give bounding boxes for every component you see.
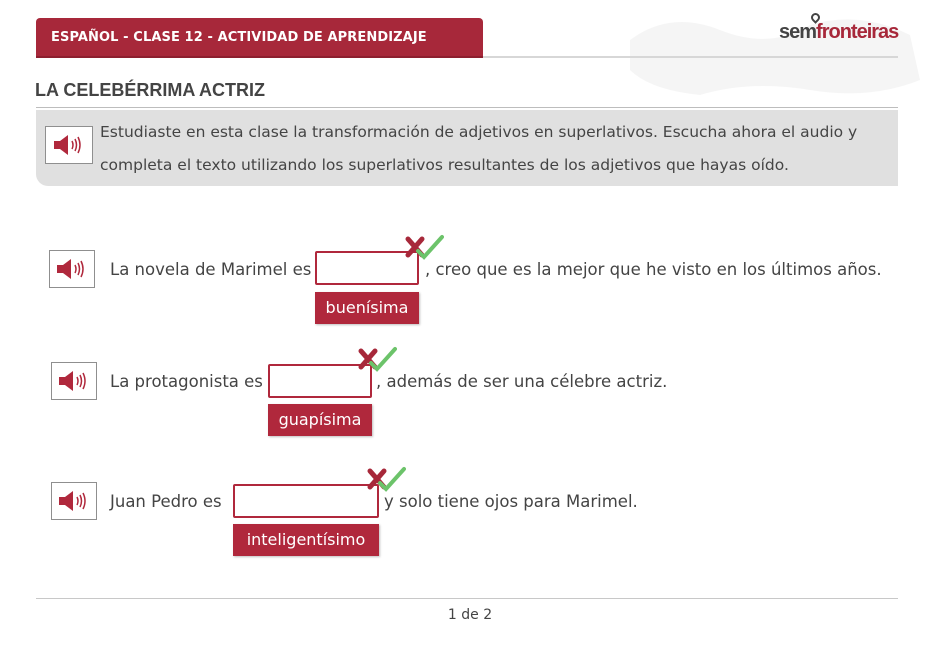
world-map-background bbox=[610, 0, 940, 120]
instructions-audio-button[interactable] bbox=[45, 126, 93, 164]
instructions-text: Estudiaste en esta clase la transformación de adjetivos en superlativos. Escucha ahora el audio y completa el texto utilizando los superlativos resultantes de los adjetivos que hayas oído. bbox=[100, 123, 858, 174]
exercise-1-audio-button[interactable] bbox=[49, 250, 95, 288]
speaker-icon bbox=[57, 490, 91, 512]
exercise-2-audio-button[interactable] bbox=[51, 362, 97, 400]
exercise-1-status-icons bbox=[404, 233, 444, 263]
exercise-2-text-before: La protagonista es bbox=[110, 372, 263, 391]
speaker-icon bbox=[55, 258, 89, 280]
speaker-icon bbox=[57, 370, 91, 392]
exercise-3-status-icons bbox=[366, 465, 406, 495]
exercise-3-text-after: y solo tiene ojos para Marimel. bbox=[384, 492, 638, 511]
exercise-2-status-icons bbox=[357, 345, 397, 375]
exercise-2-word-chip[interactable]: guapísima bbox=[268, 404, 372, 436]
activity-header-tab: ESPAÑOL - CLASE 12 - ACTIVIDAD DE APRENDIZAJE bbox=[36, 18, 483, 58]
title-divider bbox=[36, 107, 898, 108]
exercise-1-text-before: La novela de Marimel es bbox=[110, 260, 312, 279]
speaker-icon bbox=[52, 134, 86, 156]
exercise-3-word-chip[interactable]: inteligentísimo bbox=[233, 524, 379, 556]
brand-logo bbox=[779, 21, 898, 45]
page-title: LA CELEBÉRRIMA ACTRIZ bbox=[35, 80, 265, 100]
header-divider-accent bbox=[36, 56, 483, 58]
logo-text-part2: fronteiras bbox=[816, 21, 899, 43]
logo-text-part1: sem bbox=[779, 21, 817, 43]
exercise-1-text-after: , creo que es la mejor que he visto en los últimos años. bbox=[425, 260, 882, 279]
exercise-1-word-chip[interactable]: buenísima bbox=[315, 292, 419, 324]
page-indicator: 1 de 2 bbox=[447, 607, 493, 623]
exercise-3-answer-input[interactable] bbox=[233, 484, 379, 518]
footer-divider bbox=[36, 598, 898, 599]
exercise-3-audio-button[interactable] bbox=[51, 482, 97, 520]
exercise-3-text-before: Juan Pedro es bbox=[110, 492, 222, 511]
exercise-2-text-after: , además de ser una célebre actriz. bbox=[376, 372, 668, 391]
